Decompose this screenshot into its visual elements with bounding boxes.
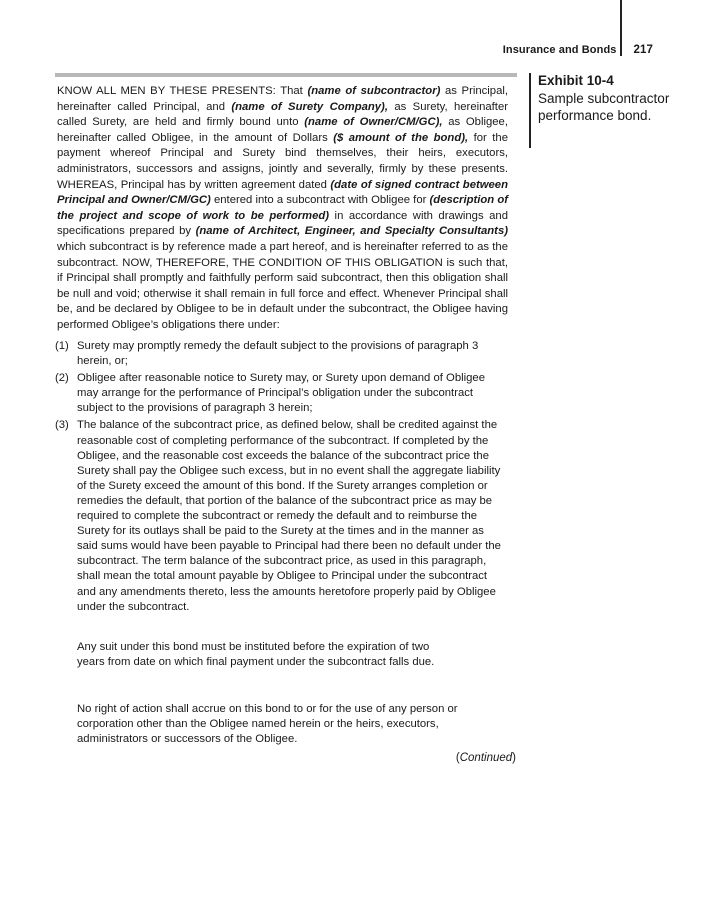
- no-right-paragraph: No right of action shall accrue on this bond to or for the use of any person or corporation other than the Obligee named herein or the heirs, executors, administrators or successors of the Obligee.: [77, 703, 458, 746]
- exhibit-title: Exhibit 10-4: [538, 73, 614, 88]
- section-title: Insurance and Bonds: [502, 44, 617, 56]
- text-run: in accordance with drawings and specifications prepared by: [57, 209, 508, 238]
- text-run: as Obligee, hereinafter called Obligee, in the amount of Dollars: [57, 116, 508, 144]
- list-text: The balance of the subcontract price, as defined below, shall be credited against the reasonable cost of completing performance of the subcontract. If completed by the Obligee, and the reasonable cost exceeds the balance of the subcontract price the Surety shall pay the Obligee such excess, but in no event shall the aggregate liability of the Surety exceed the amount of this bond. If the Surety arranges completion or remedies the default, that portion of the balance of the subcontract price as may be required to complete the subcontract or remedy the default and to reimburse the Surety for its outlays shall be paid to the Surety at the times and in the manner as said sums would have been payable to Principal had there been no default under the subcontract. The term balance of the subcontract price, as used in this paragraph, shall mean the total amount payable by Obligee to Principal under the subcontract and any amendments thereto, less the amounts heretofore properly paid by Obligee under the subcontract.: [77, 419, 501, 613]
- continued-note: [0, 752, 516, 764]
- list-text: Surety may promptly remedy the default subject to the provisions of paragraph 3 herein, or;: [77, 340, 479, 368]
- suit-paragraph: Any suit under this bond must be instituted before the expiration of two years from date on which final payment under the subcontract falls due.: [77, 641, 435, 669]
- top-rule: [55, 73, 517, 77]
- continued-label: Continued: [459, 752, 513, 764]
- exhibit-label: [538, 73, 688, 124]
- list-item: [57, 339, 502, 369]
- paren-open: (: [455, 752, 460, 764]
- placeholder-surety-company: (name of Surety Company),: [231, 100, 388, 113]
- running-header: [0, 44, 653, 56]
- bond-body: [57, 84, 508, 334]
- list-number: (1): [55, 340, 69, 352]
- text-run: which subcontract is by reference made a part hereof, and is hereinafter referred to as the subcontract. NOW, THEREFORE, THE CONDITION OF THIS OBLIGATION is such that, if Principal shall promptly and faithfully perform said subcontract, then this obligation shall be null and void; otherwise it shall remain in full force and effect. Whenever Principal shall be, and be declared by Obligee to be in default under the subcontract, the Obligee having performed Obligee’s obligations there under:: [57, 240, 508, 331]
- text-run: entered into a subcontract with Obligee for: [210, 194, 430, 207]
- placeholder-owner: (name of Owner/CM/GC),: [304, 116, 443, 129]
- conditions-list: [57, 339, 502, 617]
- text-run: for the payment whereof Principal and Surety bind themselves, their heirs, executors, administrators, successors and assigns, jointly and severally, firmly by these presents. WHEREAS, Principal has by written agreement dated: [57, 131, 508, 191]
- page-number: 217: [633, 44, 653, 56]
- placeholder-contract-date: (date of signed contract between Principal and Owner/CM/GC): [57, 178, 508, 207]
- list-text: Obligee after reasonable notice to Surety may, or Surety upon demand of Obligee may arrange for the performance of Principal’s obligation under the subcontract subject to the provisions of paragraph 3 herein;: [77, 372, 485, 415]
- exhibit-caption: Sample subcontractor performance bond.: [538, 91, 670, 123]
- placeholder-architect: (name of Architect, Engineer, and Specialty Consultants): [195, 225, 508, 238]
- list-number: (3): [55, 419, 69, 432]
- list-item: [57, 371, 502, 416]
- bond-intro-paragraph: [57, 84, 508, 334]
- text-run: KNOW ALL MEN BY THESE PRESENTS: That: [57, 85, 308, 97]
- placeholder-bond-amount: ($ amount of the bond),: [333, 131, 469, 144]
- list-item: [57, 418, 502, 614]
- placeholder-subcontractor: (name of subcontractor): [307, 85, 441, 97]
- paren-close: ): [512, 752, 516, 764]
- placeholder-project-description: (description of the project and scope of work to be performed): [57, 194, 509, 222]
- exhibit-side-bar: [529, 73, 531, 148]
- list-number: (2): [55, 372, 69, 385]
- text-run: as Surety, hereinafter called Surety, are held and firmly bound unto: [57, 100, 508, 129]
- text-run: as Principal, hereinafter called Principal, and: [57, 85, 509, 113]
